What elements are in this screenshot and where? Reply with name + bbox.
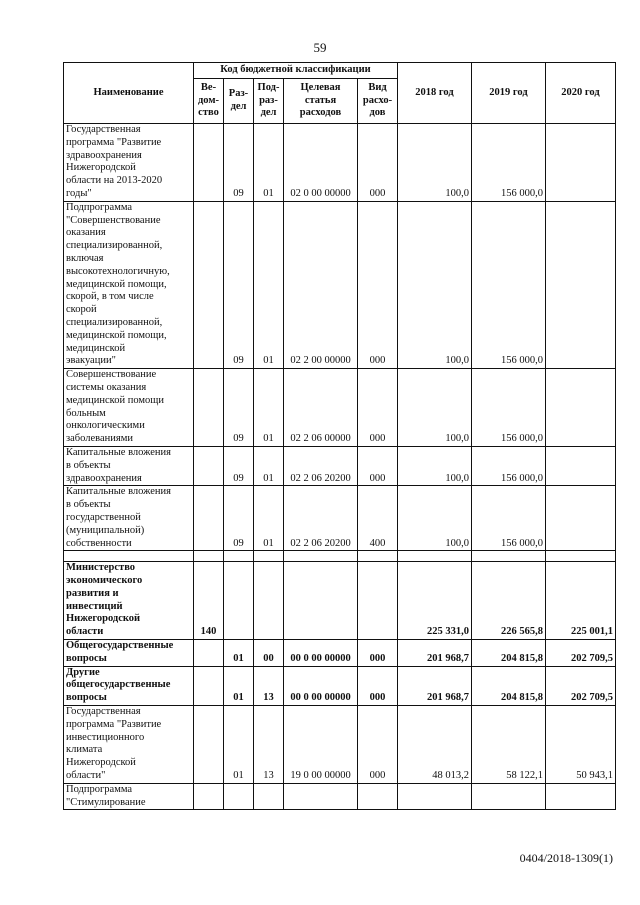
table-row — [64, 666, 616, 705]
cell-2018: 225 331,0 — [398, 562, 472, 640]
cell-vid: 000 — [358, 446, 398, 485]
cell-2018: 201 968,7 — [398, 666, 472, 705]
cell-2020: 202 709,5 — [546, 640, 616, 667]
header-2020: 2020 год — [546, 63, 616, 124]
cell-podrazdel: 01 — [254, 201, 284, 368]
spacer-cell — [254, 551, 284, 562]
cell-2018: 100,0 — [398, 201, 472, 368]
cell-ved — [194, 706, 224, 784]
table-row — [64, 124, 616, 202]
cell-celevaya: 02 0 00 00000 — [284, 124, 358, 202]
row-name: Государственная программа "Развитие инвестиционного климата Нижегородской области" — [64, 706, 194, 784]
cell-vid: 000 — [358, 124, 398, 202]
cell-2020 — [546, 783, 616, 810]
cell-razdel: 09 — [224, 124, 254, 202]
cell-2019: 204 815,8 — [472, 640, 546, 667]
header-vedomstvo: Ве- дом- ство — [194, 79, 224, 124]
cell-podrazdel: 01 — [254, 486, 284, 551]
row-name: Капитальные вложения в объекты здравоохранения — [64, 446, 194, 485]
cell-razdel: 01 — [224, 706, 254, 784]
cell-vid: 000 — [358, 706, 398, 784]
spacer-cell — [224, 551, 254, 562]
cell-2018: 100,0 — [398, 486, 472, 551]
cell-razdel — [224, 562, 254, 640]
budget-table — [63, 62, 616, 810]
cell-2020 — [546, 486, 616, 551]
table-row — [64, 562, 616, 640]
spacer-cell — [546, 551, 616, 562]
cell-razdel: 01 — [224, 640, 254, 667]
table-row — [64, 783, 616, 810]
row-name: Общегосударственные вопросы — [64, 640, 194, 667]
cell-podrazdel: 13 — [254, 706, 284, 784]
table-row — [64, 640, 616, 667]
cell-2019: 58 122,1 — [472, 706, 546, 784]
cell-vid: 000 — [358, 640, 398, 667]
cell-2020 — [546, 201, 616, 368]
cell-podrazdel: 01 — [254, 446, 284, 485]
cell-podrazdel — [254, 562, 284, 640]
cell-2019: 204 815,8 — [472, 666, 546, 705]
cell-ved: 140 — [194, 562, 224, 640]
page-number: 59 — [313, 40, 327, 55]
cell-celevaya: 00 0 00 00000 — [284, 640, 358, 667]
row-name: Другие общегосударственные вопросы — [64, 666, 194, 705]
cell-2018: 100,0 — [398, 124, 472, 202]
cell-podrazdel: 13 — [254, 666, 284, 705]
cell-2018: 201 968,7 — [398, 640, 472, 667]
cell-celevaya: 00 0 00 00000 — [284, 666, 358, 705]
cell-celevaya — [284, 562, 358, 640]
cell-vid — [358, 783, 398, 810]
cell-podrazdel: 01 — [254, 124, 284, 202]
cell-ved — [194, 446, 224, 485]
cell-celevaya: 02 2 00 00000 — [284, 201, 358, 368]
table-row — [64, 201, 616, 368]
header-razdel: Раз- дел — [224, 79, 254, 124]
cell-2020: 50 943,1 — [546, 706, 616, 784]
cell-2019: 156 000,0 — [472, 446, 546, 485]
cell-2020: 202 709,5 — [546, 666, 616, 705]
table-row — [64, 486, 616, 551]
cell-celevaya — [284, 783, 358, 810]
cell-celevaya: 02 2 06 20200 — [284, 486, 358, 551]
header-podrazdel: Под- раз- дел — [254, 79, 284, 124]
spacer-cell — [194, 551, 224, 562]
cell-2019 — [472, 783, 546, 810]
row-name: Совершенствование системы оказания медицинской помощи больным онкологическими заболеваниями — [64, 369, 194, 447]
cell-ved — [194, 783, 224, 810]
cell-celevaya: 02 2 06 00000 — [284, 369, 358, 447]
header-2018: 2018 год — [398, 63, 472, 124]
cell-podrazdel: 01 — [254, 369, 284, 447]
cell-2019: 156 000,0 — [472, 201, 546, 368]
spacer-cell — [284, 551, 358, 562]
cell-ved — [194, 124, 224, 202]
cell-ved — [194, 201, 224, 368]
cell-ved — [194, 640, 224, 667]
cell-2020 — [546, 446, 616, 485]
spacer-cell — [398, 551, 472, 562]
cell-2018 — [398, 783, 472, 810]
cell-2020 — [546, 124, 616, 202]
spacer-cell — [358, 551, 398, 562]
cell-razdel: 01 — [224, 666, 254, 705]
cell-razdel: 09 — [224, 201, 254, 368]
cell-2020 — [546, 369, 616, 447]
row-name: Министерство экономического развития и инвестиций Нижегородской области — [64, 562, 194, 640]
cell-2019: 156 000,0 — [472, 124, 546, 202]
cell-2018: 100,0 — [398, 446, 472, 485]
cell-2019: 226 565,8 — [472, 562, 546, 640]
spacer-cell — [472, 551, 546, 562]
table-row — [64, 706, 616, 784]
cell-vid: 000 — [358, 201, 398, 368]
cell-celevaya: 02 2 06 20200 — [284, 446, 358, 485]
cell-2018: 100,0 — [398, 369, 472, 447]
header-2019: 2019 год — [472, 63, 546, 124]
header-name: Наименование — [64, 63, 194, 124]
cell-ved — [194, 666, 224, 705]
cell-vid: 000 — [358, 369, 398, 447]
cell-2020: 225 001,1 — [546, 562, 616, 640]
row-name: Государственная программа "Развитие здравоохранения Нижегородской области на 2013-2020 годы" — [64, 124, 194, 202]
cell-celevaya: 19 0 00 00000 — [284, 706, 358, 784]
spacer-row — [64, 551, 616, 562]
cell-podrazdel: 00 — [254, 640, 284, 667]
cell-razdel — [224, 783, 254, 810]
cell-ved — [194, 486, 224, 551]
cell-vid — [358, 562, 398, 640]
cell-ved — [194, 369, 224, 447]
header-code-group: Код бюджетной классификации — [194, 63, 398, 79]
table-row — [64, 369, 616, 447]
document-code: 0404/2018-1309(1) — [519, 851, 613, 865]
cell-2019: 156 000,0 — [472, 486, 546, 551]
cell-vid: 400 — [358, 486, 398, 551]
cell-vid: 000 — [358, 666, 398, 705]
cell-razdel: 09 — [224, 486, 254, 551]
spacer-cell — [64, 551, 194, 562]
cell-podrazdel — [254, 783, 284, 810]
cell-razdel: 09 — [224, 446, 254, 485]
row-name: Капитальные вложения в объекты государственной (муниципальной) собственности — [64, 486, 194, 551]
cell-razdel: 09 — [224, 369, 254, 447]
table-row — [64, 446, 616, 485]
cell-2019: 156 000,0 — [472, 369, 546, 447]
row-name: Подпрограмма "Совершенствование оказания специализированной, включая высокотехнологичную, медицинской помощи, скорой, в том числе скорой специализированной, медицинской помощи, медицинской эвакуации" — [64, 201, 194, 368]
header-vid: Вид расхо- дов — [358, 79, 398, 124]
header-celevaya: Целевая статья расходов — [284, 79, 358, 124]
row-name: Подпрограмма "Стимулирование — [64, 783, 194, 810]
cell-2018: 48 013,2 — [398, 706, 472, 784]
